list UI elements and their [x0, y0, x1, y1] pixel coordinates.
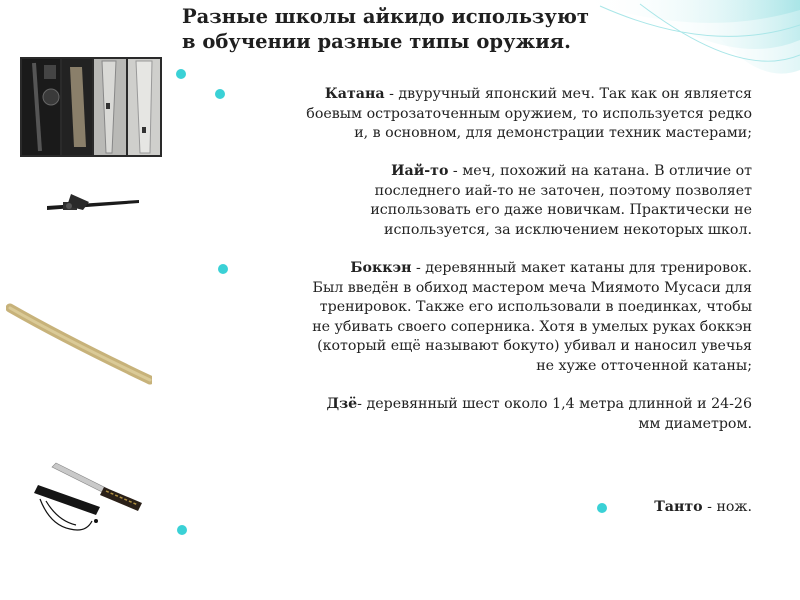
slide-title — [182, 4, 702, 54]
katana-line-3: и, в основном, для демонстрации техник мастерами; — [354, 125, 752, 142]
katana-line-2: боевым острозаточенным оружием, то используется редко — [306, 105, 752, 122]
bokken-line-1: - деревянный макет катаны для тренировок. — [411, 260, 752, 276]
paragraph-katana — [212, 85, 752, 144]
bokken-line-4: не убивать своего соперника. Хотя в умелых руках боккэн — [312, 318, 752, 335]
dze-line-1: - деревянный шест около 1,4 метра длинной и 24-26 — [357, 396, 752, 412]
term-dze: Дзё — [326, 396, 358, 412]
term-bokken: Боккэн — [350, 260, 412, 276]
bokken-wooden-sword-photo — [6, 300, 152, 386]
term-tanto: Танто — [654, 499, 703, 515]
iaito-line-1: - меч, похожий на катана. В отличие от — [448, 163, 752, 179]
iaito-line-3: использовать его даже новичкам. Практически не — [370, 202, 752, 219]
term-katana: Катана — [324, 86, 385, 102]
bokken-line-5: (который ещё называют бокуто) убивал и наносил увечья — [317, 338, 752, 355]
bullet-dot-empty-top — [176, 69, 186, 79]
katana-parts-photo — [20, 57, 162, 157]
bokken-line-2: Был введён в обиход мастером меча Миямото Мусаси для — [312, 279, 752, 296]
tanto-line-1: - нож. — [702, 499, 752, 515]
iaito-line-4: используется, за исключением некоторых школ. — [383, 221, 752, 238]
iaito-line-2: последнего иай-то не заточен, поэтому позволяет — [374, 182, 752, 199]
paragraph-dze — [212, 395, 752, 434]
tanto-knife-photo — [30, 455, 152, 537]
bokken-line-3: тренировок. Также его использовали в поединках, чтобы — [319, 299, 752, 316]
term-iaito: Иай-то — [391, 163, 449, 179]
dze-line-2: мм диаметром. — [638, 415, 752, 432]
paragraph-iaito — [212, 162, 752, 240]
bokken-line-6: не хуже отточенной катаны; — [536, 357, 752, 374]
katana-line-1: - двуручный японский меч. Так как он является — [384, 86, 752, 102]
slide-title-line-2: в обучении разные типы оружия. — [182, 30, 571, 53]
slide-title-line-1: Разные школы айкидо используют — [182, 5, 589, 28]
bullet-dot-empty-bottom — [177, 525, 187, 535]
iaito-sword-photo — [43, 166, 143, 228]
paragraph-tanto — [212, 498, 752, 518]
paragraph-bokken — [212, 259, 752, 377]
